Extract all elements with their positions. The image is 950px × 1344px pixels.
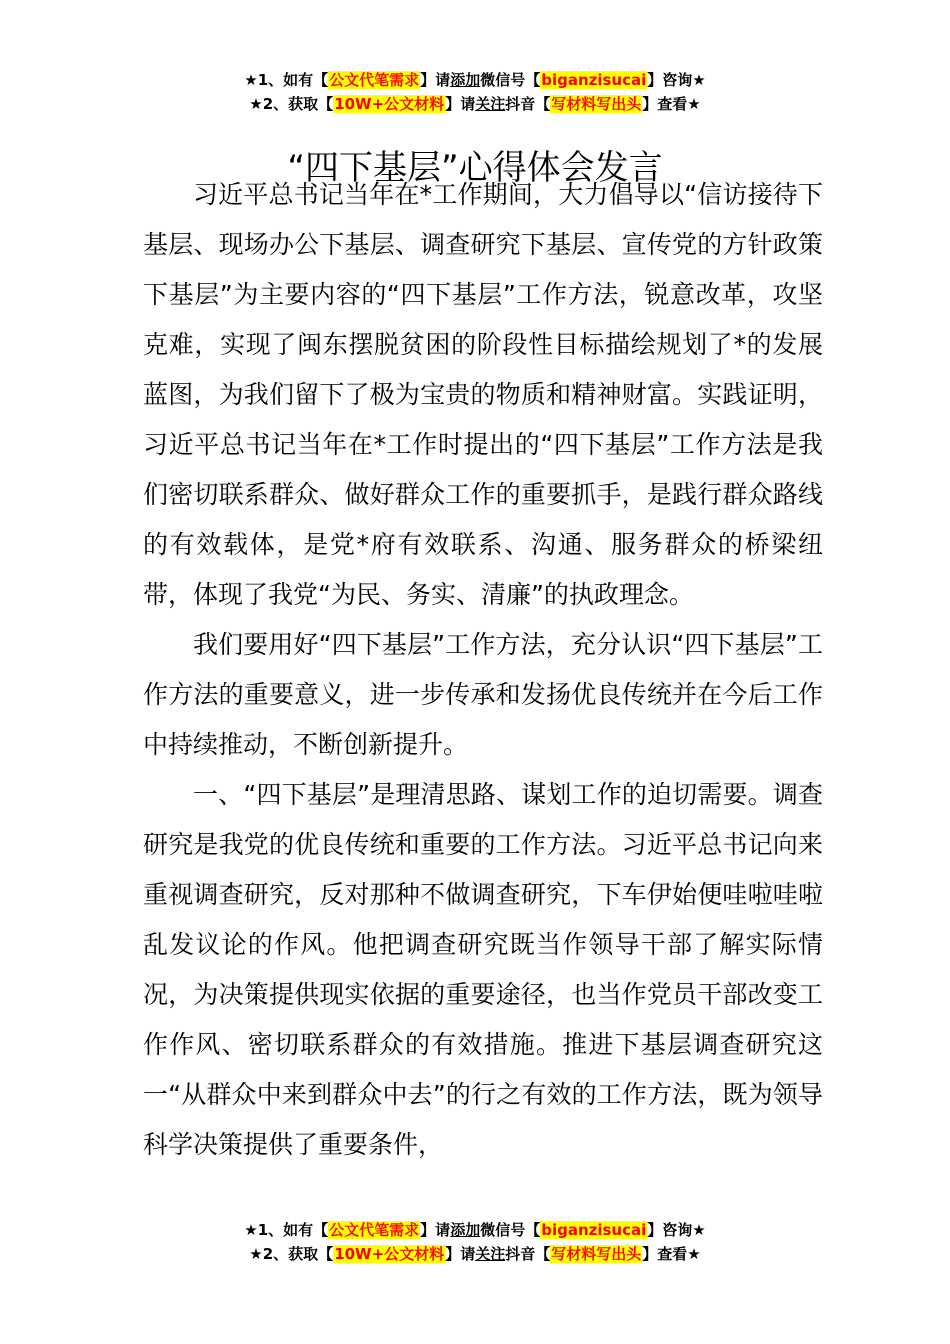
banner-text: 抖音【 [505,95,551,113]
banner-text: ★2、获取【 [249,95,334,113]
document-title: “四下基层”心得体会发言 [287,147,663,188]
banner-text: 】咨询★ [647,1221,706,1239]
banner-highlight: biganzisucai [541,71,647,89]
banner-highlight: 写材料写出头 [551,95,642,113]
banner-text: 微信号【 [480,71,541,89]
banner-text: ★2、获取【 [249,1245,334,1263]
document-body [143,170,823,1170]
banner-line-2 [0,1242,950,1266]
banner-highlight: 公文代笔需求 [329,71,420,89]
banner-text: 】请 [445,95,476,113]
footer-banner [0,1218,950,1266]
paragraph: 一、“四下基层”是理清思路、谋划工作的迫切需要。调查研究是我党的优良传统和重要的工作方法。习近平总书记向来重视调查研究，反对那种不做调查研究，下车伊始便哇啦哇啦乱发议论的作风。他把调查研究既当作领导干部了解实际情况，为决策提供现实依据的重要途径，也当作党员干部改变工作作风、密切联系群众的有效措施。推进下基层调查研究这一“从群众中来到群众中去”的行之有效的工作方法，既为领导科学决策提供了重要条件， [143,780,823,1159]
banner-line-2 [0,92,950,116]
banner-underlined: 关注 [475,1245,506,1263]
banner-highlight: 10W+公文材料 [334,95,445,113]
banner-highlight: biganzisucai [541,1221,647,1239]
banner-text: 】查看★ [642,95,701,113]
banner-underlined: 添加 [450,1221,481,1239]
banner-text: 】请 [420,71,451,89]
banner-underlined: 添加 [450,71,481,89]
banner-highlight: 写材料写出头 [551,1245,642,1263]
banner-highlight: 10W+公文材料 [334,1245,445,1263]
paragraph: 习近平总书记当年在*工作期间，大力倡导以“信访接待下基层、现场办公下基层、调查研究下基层、宣传党的方针政策下基层”为主要内容的“四下基层”工作方法，锐意改革，攻坚克难，实现了闽东摆脱贫困的阶段性目标描绘规划了*的发展蓝图，为我们留下了极为宝贵的物质和精神财富。实践证明，习近平总书记当年在*工作时提出的“四下基层”工作方法是我们密切联系群众、做好群众工作的重要抓手，是践行群众路线的有效载体，是党*府有效联系、沟通、服务群众的桥梁纽带，体现了我党“为民、务实、清廉”的执政理念。 [143,180,823,609]
header-banner [0,68,950,116]
banner-text: ★1、如有【 [244,71,329,89]
banner-text: ★1、如有【 [244,1221,329,1239]
banner-highlight: 公文代笔需求 [329,1221,420,1239]
banner-line-1 [0,68,950,92]
banner-text: 】请 [420,1221,451,1239]
banner-text: 】请 [445,1245,476,1263]
banner-underlined: 关注 [475,95,506,113]
banner-line-1 [0,1218,950,1242]
banner-text: 抖音【 [505,1245,551,1263]
paragraph: 我们要用好“四下基层”工作方法，充分认识“四下基层”工作方法的重要意义，进一步传承和发扬优良传统并在今后工作中持续推动，不断创新提升。 [143,630,823,759]
banner-text: 】查看★ [642,1245,701,1263]
banner-text: 微信号【 [480,1221,541,1239]
banner-text: 】咨询★ [647,71,706,89]
